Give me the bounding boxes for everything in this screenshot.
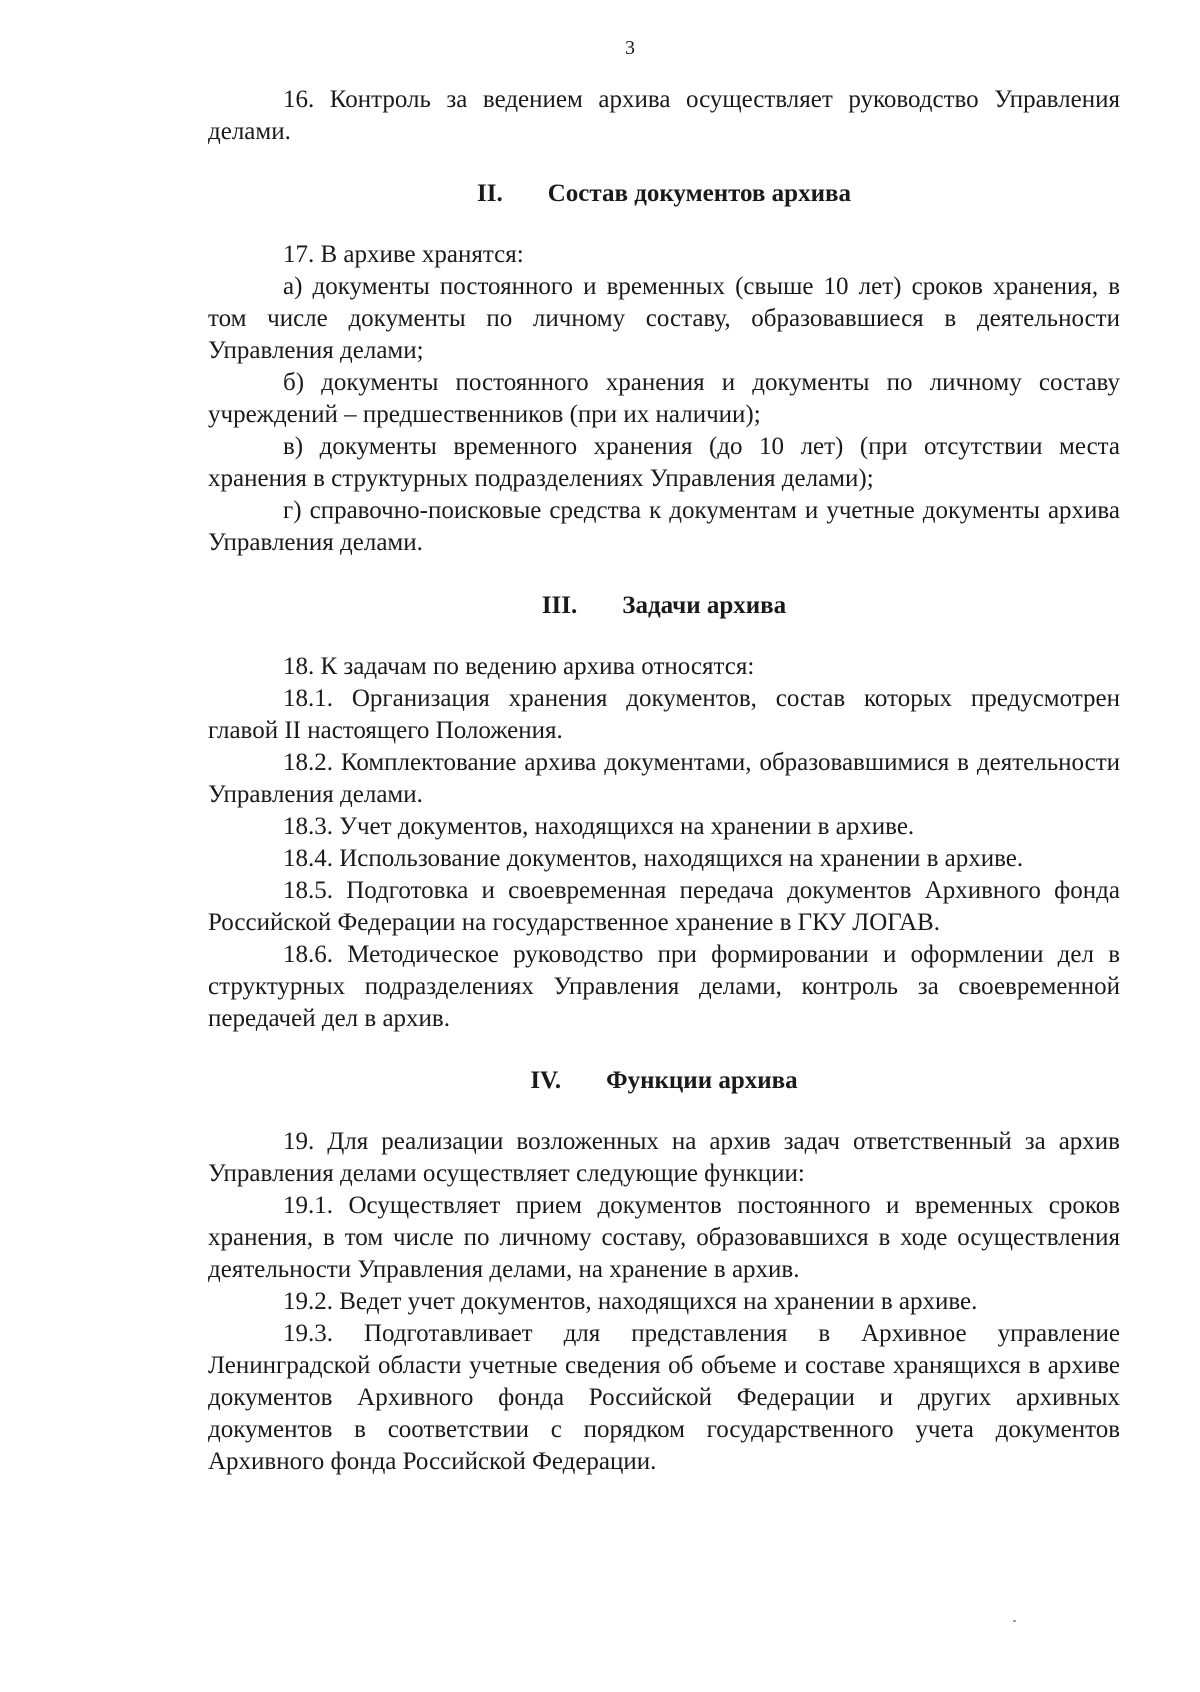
paragraph-18-5: 18.5. Подготовка и своевременная передача документов Архивного фонда Российской Федерации на государственное хранение в ГКУ ЛОГАВ. xyxy=(208,877,1120,936)
spacer xyxy=(208,148,1120,178)
paragraph-19-1: 19.1. Осуществляет прием документов постоянного и временных сроков хранения, в том числе по личному составу, образовавшихся в ходе осуществления деятельности Управления делами, на хранение в архив. xyxy=(208,1192,1120,1283)
spacer xyxy=(208,1097,1120,1126)
section-heading-3 xyxy=(208,590,1120,622)
document-body xyxy=(208,84,1120,1478)
paragraph-19-2: 19.2. Ведет учет документов, находящихся на хранении в архиве. xyxy=(283,1288,978,1315)
paragraph-18-4: 18.4. Использование документов, находящихся на хранении в архиве. xyxy=(283,845,1024,872)
spacer xyxy=(208,1035,1120,1065)
list-item-b: б) документы постоянного хранения и документы по личному составу учреждений – предшественников (при их наличии); xyxy=(208,369,1120,428)
section-number: IV. xyxy=(530,1067,562,1094)
spacer xyxy=(208,622,1120,651)
section-number: II. xyxy=(477,180,503,207)
page-number: 3 xyxy=(625,37,635,59)
paragraph-18-3: 18.3. Учет документов, находящихся на хранении в архиве. xyxy=(283,813,915,840)
list-item-a: а) документы постоянного и временных (свыше 10 лет) сроков хранения, в том числе документы по личному составу, образовавшиеся в деятельности Управления делами; xyxy=(208,273,1120,364)
paragraph-18-6: 18.6. Методическое руководство при формировании и оформлении дел в структурных подразделениях Управления делами, контроль за своевременной передачей дел в архив. xyxy=(208,941,1120,1032)
scan-speck xyxy=(1013,1620,1016,1622)
paragraph-18-2: 18.2. Комплектование архива документами, образовавшимися в деятельности Управления делами. xyxy=(208,749,1120,808)
paragraph-16: 16. Контроль за ведением архива осуществляет руководство Управления делами. xyxy=(208,86,1120,145)
section-number: III. xyxy=(541,592,578,619)
spacer xyxy=(208,210,1120,239)
spacer xyxy=(208,559,1120,590)
list-item-g: г) справочно-поисковые средства к документам и учетные документы архива Управления делами. xyxy=(208,497,1120,556)
section-heading-4 xyxy=(208,1065,1120,1097)
paragraph-18: 18. К задачам по ведению архива относятся: xyxy=(283,653,755,680)
list-item-v: в) документы временного хранения (до 10 лет) (при отсутствии места хранения в структурных подразделениях Управления делами); xyxy=(208,433,1120,492)
section-title: Задачи архива xyxy=(622,592,787,619)
paragraph-18-1: 18.1. Организация хранения документов, состав которых предусмотрен главой II настоящего Положения. xyxy=(208,685,1120,744)
paragraph-19: 19. Для реализации возложенных на архив задач ответственный за архив Управления делами осуществляет следующие функции: xyxy=(208,1128,1120,1187)
paragraph-19-3: 19.3. Подготавливает для представления в Архивное управление Ленинградской области учетные сведения об объеме и составе хранящихся в архиве документов Архивного фонда Российской Федерации и других архивных документов в соответствии с порядком государственного учета документов Архивного фонда Российской Федерации. xyxy=(208,1320,1120,1475)
section-title: Функции архива xyxy=(606,1067,798,1094)
section-heading-2 xyxy=(208,178,1120,210)
paragraph-17: 17. В архиве хранятся: xyxy=(283,241,524,268)
section-title: Состав документов архива xyxy=(547,180,851,207)
